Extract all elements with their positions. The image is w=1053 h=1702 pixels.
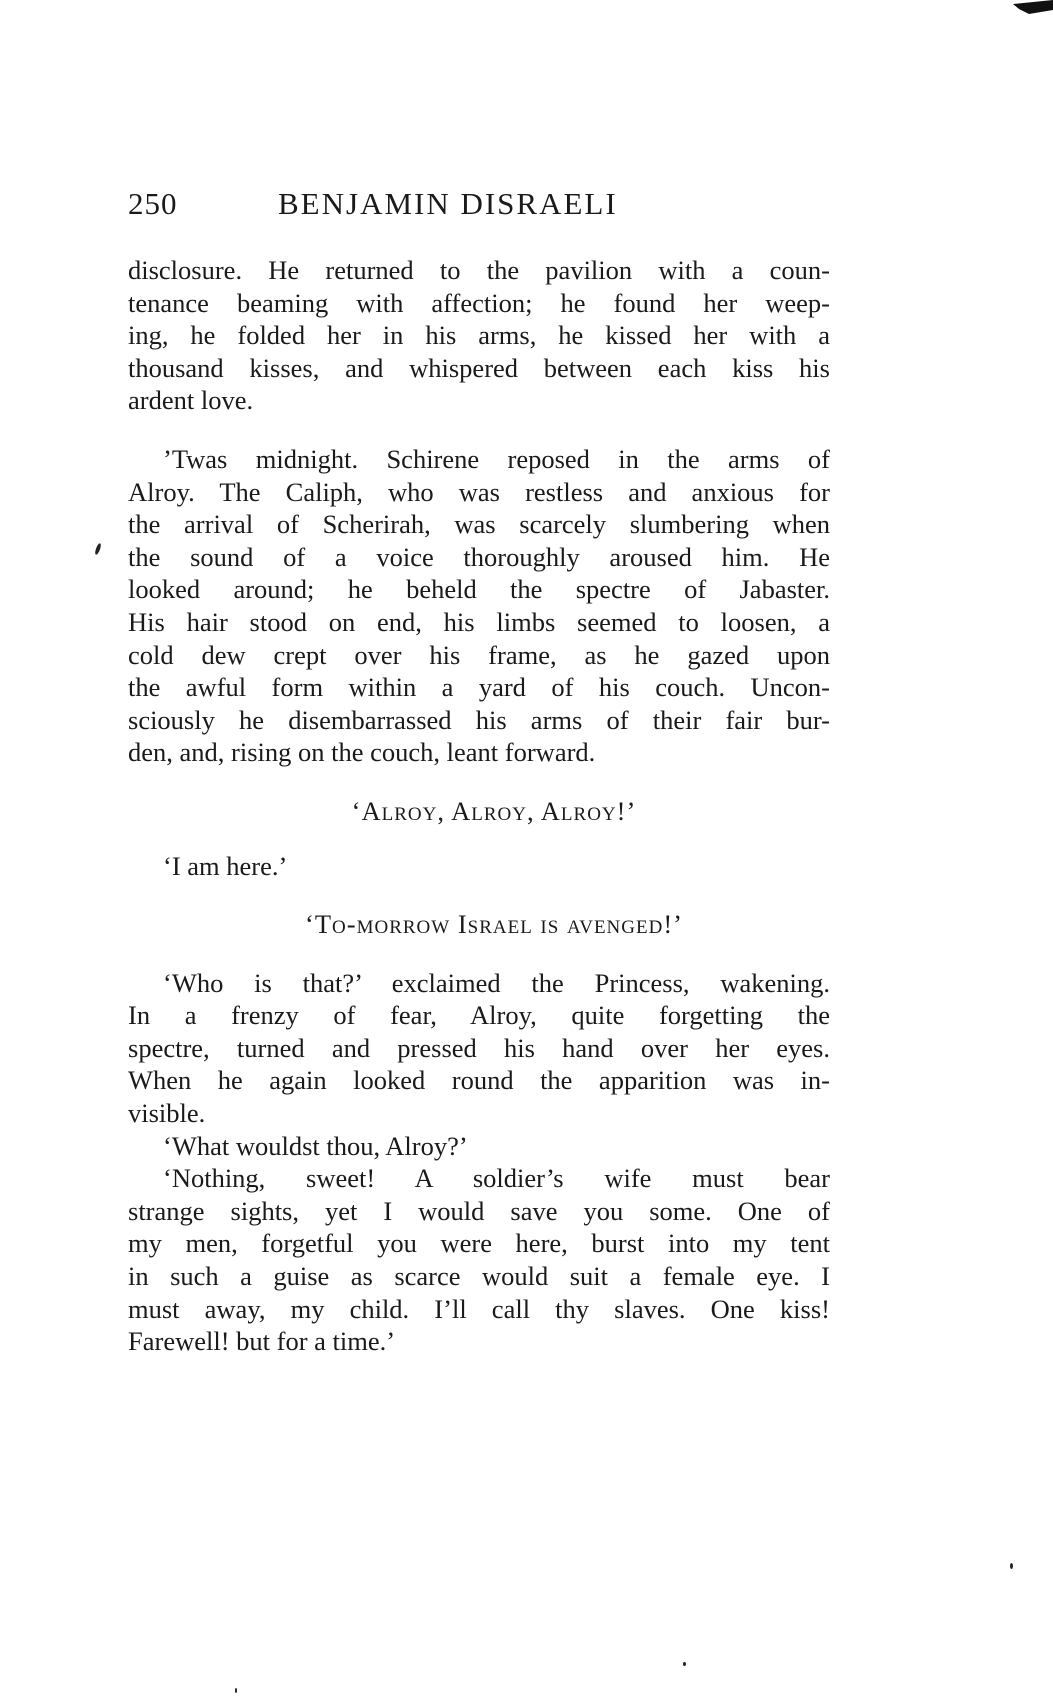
text-line: When he again looked round the apparition was in-	[128, 1065, 830, 1096]
text-line: Farewell! but for a time.’	[128, 1326, 396, 1357]
text-line: His hair stood on end, his limbs seemed to loosen, a	[128, 606, 830, 637]
scan-speck	[683, 1662, 686, 1666]
text-line: den, and, rising on the couch, leant forward.	[128, 737, 596, 768]
text-line: my men, forgetful you were here, burst into my tent	[128, 1228, 830, 1259]
scan-corner-mark	[1009, 0, 1053, 16]
text-line: the arrival of Scherirah, was scarcely slumbering when	[128, 509, 830, 540]
paragraph-2	[128, 443, 830, 769]
paragraph-1	[128, 254, 830, 417]
text-line: In a frenzy of fear, Alroy, quite forgetting the	[128, 1000, 830, 1031]
text-line: Alroy. The Caliph, who was restless and anxious for	[128, 476, 830, 507]
text-line: must away, my child. I’ll call thy slaves. One kiss!	[128, 1293, 830, 1324]
paragraph-3	[128, 967, 830, 1130]
paragraph-4: ‘What wouldst thou, Alroy?’	[163, 1130, 468, 1161]
text-line: ing, he folded her in his arms, he kissed her with a	[128, 320, 830, 351]
text-line: ‘Who is that?’ exclaimed the Princess, wakening.	[163, 967, 830, 998]
text-line: the awful form within a yard of his couch. Uncon-	[128, 672, 830, 703]
text-line: sciously he disembarrassed his arms of their fair bur-	[128, 704, 830, 735]
scan-speck	[1010, 1563, 1013, 1569]
scan-speck	[235, 1688, 237, 1693]
text-line: thousand kisses, and whispered between each kiss his	[128, 352, 830, 383]
page-number: 250	[128, 186, 178, 221]
page-body	[128, 254, 830, 1358]
text-line: visible.	[128, 1098, 206, 1129]
text-line: disclosure. He returned to the pavilion with a coun-	[128, 255, 830, 285]
text-line: in such a guise as scarce would suit a female eye. I	[128, 1261, 830, 1292]
text-line: the sound of a voice thoroughly aroused him. He	[128, 541, 830, 572]
running-title: BENJAMIN DISRAELI	[278, 186, 618, 221]
text-line: tenance beaming with affection; he found her weep-	[128, 287, 830, 318]
text-line: strange sights, yet I would save you some. One of	[128, 1195, 830, 1226]
running-header	[128, 186, 768, 222]
reply-line: ‘I am here.’	[163, 850, 288, 881]
scan-speck	[94, 543, 102, 556]
paragraph-5	[128, 1162, 830, 1358]
text-line: looked around; he beheld the spectre of Jabaster.	[128, 574, 830, 605]
spectre-voice-1: ‘Alroy, Alroy, Alroy!’	[351, 795, 637, 826]
text-line: ’Twas midnight. Schirene reposed in the arms of	[163, 443, 830, 474]
text-line: spectre, turned and pressed his hand over her eyes.	[128, 1032, 830, 1063]
spectre-voice-2: ‘To-morrow Israel is avenged!’	[305, 909, 683, 940]
text-line: cold dew crept over his frame, as he gazed upon	[128, 639, 830, 670]
text-line: ‘Nothing, sweet! A soldier’s wife must bear	[163, 1163, 830, 1194]
text-line: ardent love.	[128, 385, 254, 416]
